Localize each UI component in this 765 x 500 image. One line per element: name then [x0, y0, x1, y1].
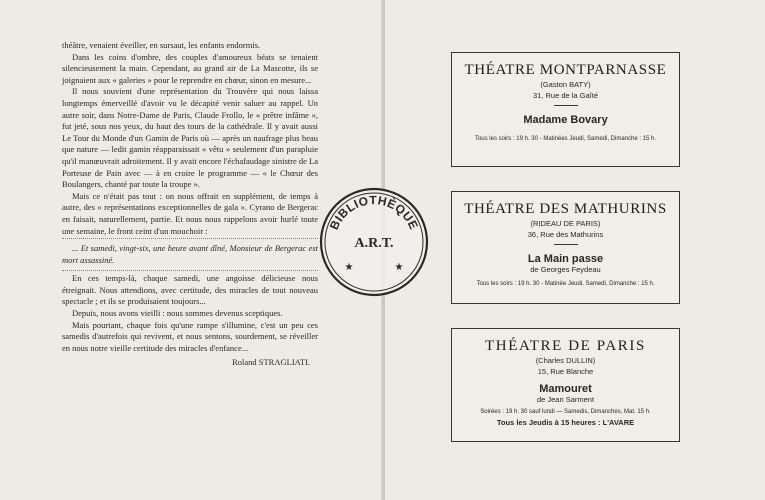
theatre-name: THÉATRE DES MATHURINS [464, 201, 667, 217]
quote: ... Et samedi, vingt-six, une heure avant dîné, Monsieur de Bergerac est mort assassiné. [62, 238, 318, 271]
paragraph: Depuis, nous avons vieilli : nous sommes devenus sceptiques. [72, 308, 283, 319]
stamp-center-text: A.R.T. [354, 236, 394, 251]
library-stamp [318, 186, 430, 298]
theatre-de-paris-ad [451, 328, 680, 442]
schedule: Soirées : 19 h. 30 sauf lundi — Samedis, Dimanches, Mat. 15 h. [480, 409, 651, 415]
theatre-name: THÉATRE MONTPARNASSE [464, 62, 667, 78]
paragraph: Mais ce n'était pas tout : on nous offrait en supplément, de temps à autre, des « représentations exceptionnelles de gala ». Cyrano de Bergerac en faisait, naturellement, partie. Et nous nous rappelons avoir hurlé toute une semaine, le front ceint d'un mouchoir : [62, 190, 318, 236]
theatre-name: THÉATRE DE PARIS [485, 338, 646, 354]
theatre-director: (RIDEAU DE PARIS) [530, 219, 601, 228]
schedule: Tous les soirs : 19 h. 30 - Matinée Jeudi, Samedi, Dimanche : 15 h. [476, 281, 655, 287]
special-performance: Tous les Jeudis à 15 heures : L'AVARE [496, 418, 635, 427]
play-author: de Georges Feydeau [530, 265, 601, 274]
divider [554, 105, 578, 106]
paragraph: Mais pourtant, chaque fois qu'une rampe s'illumine, c'est un peu ces samedis d'autrefois qui revivent, et nous sentons, sourdement, se réveiller en nous notre vieille certitude des miracles d'enfance... [62, 319, 318, 353]
signature: Roland STRAGLIATI. [232, 357, 310, 368]
schedule: Tous les soirs : 19 h. 30 - Matinées Jeudi, Samedi, Dimanche : 15 h. [474, 136, 657, 142]
star-icon: ★ [344, 262, 354, 273]
paragraph: théâtre, venaient éveiller, en sursaut, les enfants endormis. [62, 40, 261, 50]
play-title: Madame Bovary [523, 114, 608, 126]
theatre-director: (Gaston BATY) [540, 80, 591, 89]
paragraph: Il nous souvient d'une représentation du Trouvère qui nous laissa longtemps émerveillé d'avoir vu le décapité venir saluer au rappel. Un autre soir, dans Notre-Dame de Paris, Claude Frollo, le « prêtre infâme », fut jeté, sous nos yeux, du haut des tours de la cathédrale. Il y avait aussi Le Tour du Monde d'un Gamin de Paris où — après un naufrage plus beau que nature — ledit gamin réapparaissait « vêtu » seulement d'un parapluie qu'il manœuvrait adroitement. Il y avait encore l'échafaudage sinistre de La Porteuse de Pain avec — à en croire le programme — « le Chœur des Boulangers, chanté par toute la troupe ». [62, 86, 318, 190]
theatre-address: 36, Rue des Mathurins [527, 230, 604, 239]
play-title: La Main passe [527, 253, 604, 265]
paragraph: Dans les coins d'ombre, des couples d'amoureux béats se tenaient silencieusement la main. Cependant, au grand air de La Mascotte, ils se joignaient aux « galeries » pour le reprendre en chœur, sinon en mesure... [62, 51, 318, 85]
theatre-director: (Charles DULLIN) [535, 356, 596, 365]
stamp-arc-text: BIBLIOTHÈQUE [326, 193, 422, 232]
theatre-montparnasse-ad [451, 52, 680, 167]
play-author: de Jean Sarment [536, 395, 595, 404]
play-title: Mamouret [539, 383, 592, 395]
divider [554, 244, 578, 245]
article-text [62, 40, 318, 369]
theatre-address: 31, Rue de la Gaîté [532, 91, 599, 100]
theatre-mathurins-ad [451, 191, 680, 304]
paragraph: En ces temps-là, chaque samedi, une angoisse délicieuse nous étreignait. Nous attendions, avec certitude, des miracles de tout nouveau spectacle ; et ils se produisaient toujours... [62, 273, 318, 307]
star-icon: ★ [394, 262, 404, 273]
theatre-address: 15, Rue Blanche [537, 367, 594, 376]
